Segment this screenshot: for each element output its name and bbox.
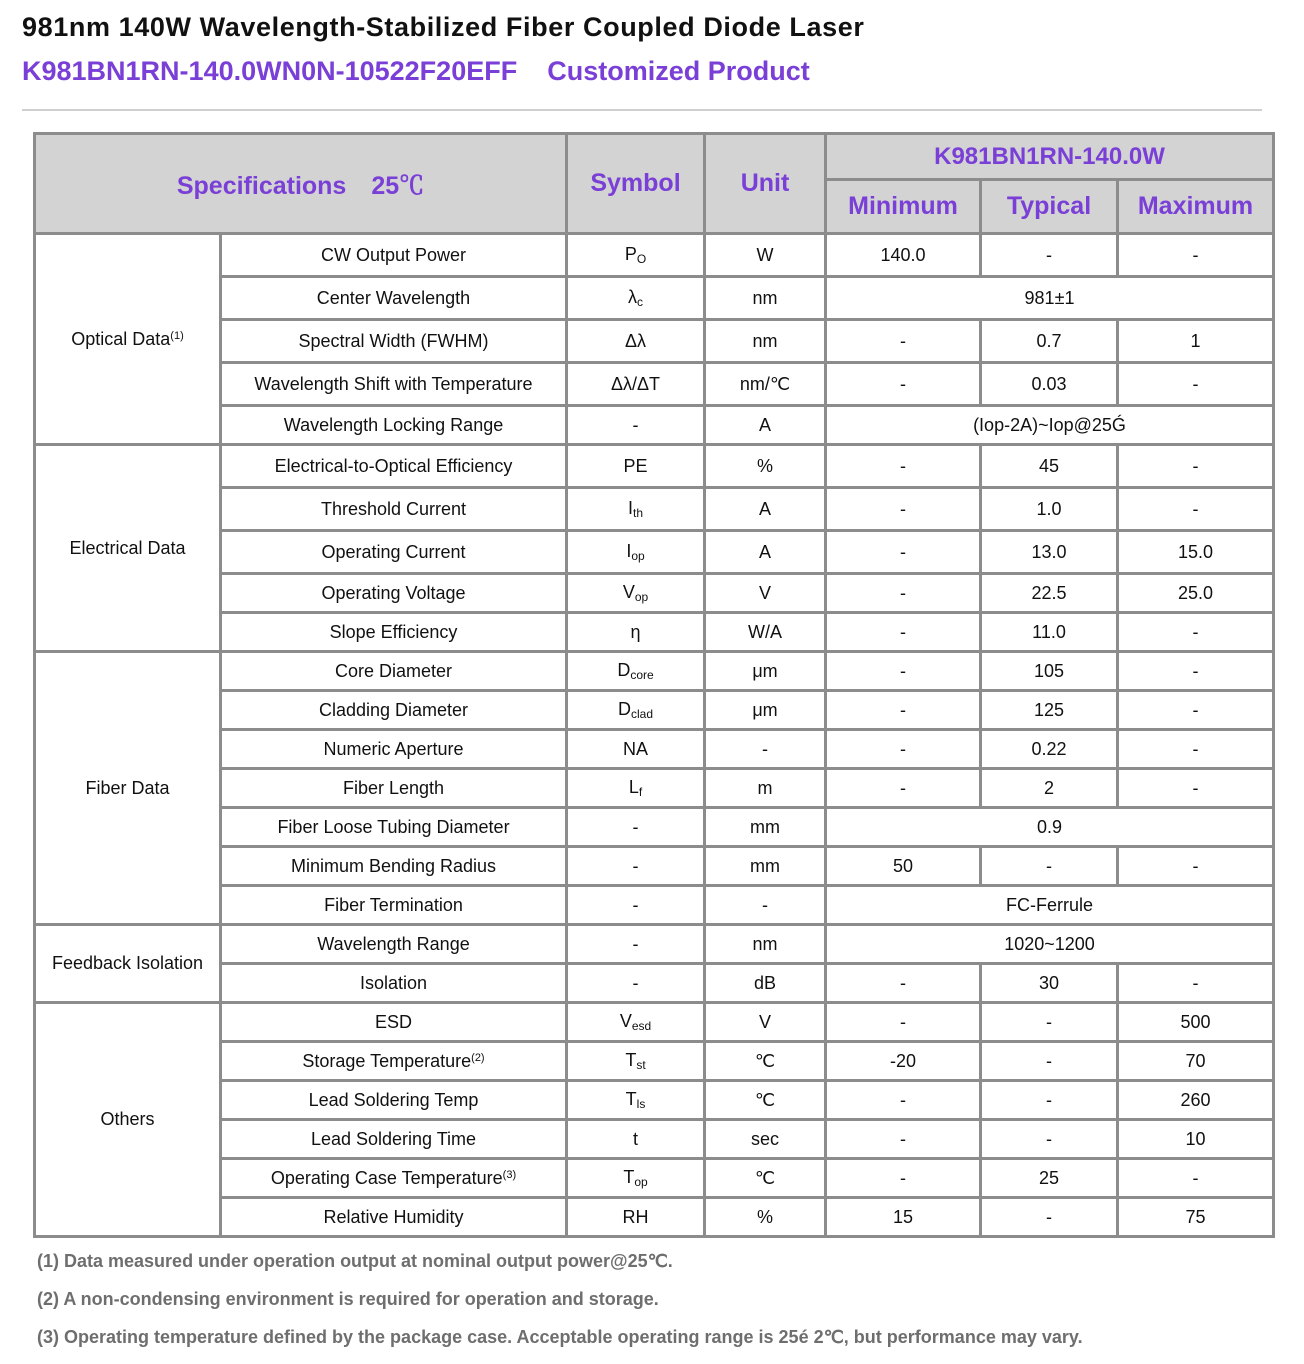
unit-cell: % bbox=[705, 1198, 826, 1237]
typical-cell: - bbox=[981, 847, 1118, 886]
symbol-subscript: f bbox=[638, 785, 643, 799]
unit-cell: dB bbox=[705, 964, 826, 1003]
group-footnote-ref: (1) bbox=[170, 329, 184, 342]
parameter-text: Threshold Current bbox=[320, 498, 467, 519]
symbol-cell bbox=[567, 769, 705, 808]
symbol-subscript: O bbox=[636, 252, 647, 266]
table-row bbox=[35, 445, 1274, 488]
typical-cell: 0.7 bbox=[981, 320, 1118, 363]
parameter-text: Numeric Aperture bbox=[323, 738, 464, 759]
minimum-cell: - bbox=[826, 613, 981, 652]
table-row bbox=[35, 769, 1274, 808]
unit-cell: nm bbox=[705, 925, 826, 964]
symbol-cell bbox=[567, 652, 705, 691]
typical-header: Typical bbox=[981, 180, 1118, 234]
unit-cell: % bbox=[705, 445, 826, 488]
value-span-cell: 981±1 bbox=[826, 277, 1274, 320]
parameter-name bbox=[221, 1003, 567, 1042]
specifications-table bbox=[33, 132, 1275, 1238]
parameter-text: Fiber Length bbox=[342, 777, 445, 798]
typical-cell: 11.0 bbox=[981, 613, 1118, 652]
minimum-cell: -20 bbox=[826, 1042, 981, 1081]
maximum-cell: 15.0 bbox=[1118, 531, 1274, 574]
table-row bbox=[35, 652, 1274, 691]
maximum-cell: - bbox=[1118, 847, 1274, 886]
typical-cell: 1.0 bbox=[981, 488, 1118, 531]
minimum-cell: 140.0 bbox=[826, 234, 981, 277]
parameter-text: Operating Current bbox=[321, 541, 466, 562]
minimum-cell: - bbox=[826, 1120, 981, 1159]
unit-cell: - bbox=[705, 886, 826, 925]
value-span-cell: 1020~1200 bbox=[826, 925, 1274, 964]
table-row bbox=[35, 1042, 1274, 1081]
table-row bbox=[35, 808, 1274, 847]
symbol-text: - bbox=[632, 816, 639, 837]
table-row bbox=[35, 234, 1274, 277]
unit-header: Unit bbox=[705, 134, 826, 234]
typical-cell: 25 bbox=[981, 1159, 1118, 1198]
symbol-cell bbox=[567, 613, 705, 652]
symbol-text: - bbox=[632, 855, 639, 876]
typical-cell: 22.5 bbox=[981, 574, 1118, 613]
symbol-cell bbox=[567, 445, 705, 488]
parameter-text: Lead Soldering Time bbox=[310, 1128, 477, 1149]
parameter-name bbox=[221, 691, 567, 730]
typical-cell: - bbox=[981, 1198, 1118, 1237]
unit-cell: nm bbox=[705, 277, 826, 320]
unit-cell: nm bbox=[705, 320, 826, 363]
symbol-cell bbox=[567, 925, 705, 964]
symbol-text: - bbox=[632, 972, 639, 993]
symbol-text: λ bbox=[628, 287, 637, 307]
symbol-cell bbox=[567, 488, 705, 531]
symbol-subscript: op bbox=[634, 1175, 648, 1189]
unit-cell: W bbox=[705, 234, 826, 277]
table-row bbox=[35, 847, 1274, 886]
unit-cell: nm/℃ bbox=[705, 363, 826, 406]
minimum-cell: - bbox=[826, 730, 981, 769]
parameter-text: CW Output Power bbox=[320, 244, 467, 265]
table-row bbox=[35, 488, 1274, 531]
symbol-cell bbox=[567, 531, 705, 574]
parameter-text: Electrical-to-Optical Efficiency bbox=[274, 455, 513, 476]
group-label bbox=[35, 445, 221, 652]
typical-cell: 0.22 bbox=[981, 730, 1118, 769]
table-row bbox=[35, 1159, 1274, 1198]
symbol-subscript: op bbox=[634, 590, 649, 604]
symbol-cell bbox=[567, 320, 705, 363]
symbol-text: D bbox=[617, 699, 631, 719]
minimum-cell: - bbox=[826, 652, 981, 691]
spec-header: Specifications 25℃ bbox=[35, 134, 567, 234]
table-row bbox=[35, 1198, 1274, 1237]
parameter-text: ESD bbox=[374, 1011, 412, 1032]
symbol-text: I bbox=[627, 498, 633, 518]
table-row bbox=[35, 574, 1274, 613]
group-label-text: Optical Data bbox=[71, 328, 171, 349]
table-row bbox=[35, 1120, 1274, 1159]
maximum-cell: - bbox=[1118, 691, 1274, 730]
parameter-text: Minimum Bending Radius bbox=[290, 855, 497, 876]
unit-cell: μm bbox=[705, 691, 826, 730]
parameter-name bbox=[221, 277, 567, 320]
maximum-cell: - bbox=[1118, 234, 1274, 277]
parameter-text: Wavelength Shift with Temperature bbox=[254, 373, 533, 394]
parameter-text: Operating Case Temperature bbox=[270, 1167, 503, 1188]
group-label-text: Fiber Data bbox=[85, 777, 170, 798]
footnote: (2) A non-condensing environment is required for operation and storage. bbox=[37, 1289, 659, 1309]
table-row bbox=[35, 613, 1274, 652]
parameter-name bbox=[221, 769, 567, 808]
symbol-text: L bbox=[628, 777, 639, 797]
page-title: 981nm 140W Wavelength-Stabilized Fiber Coupled Diode Laser bbox=[22, 12, 865, 42]
group-label bbox=[35, 925, 221, 1003]
parameter-text: Slope Efficiency bbox=[329, 621, 458, 642]
symbol-text: t bbox=[632, 1128, 638, 1149]
minimum-cell: - bbox=[826, 531, 981, 574]
parameter-name bbox=[221, 1198, 567, 1237]
parameter-text: Isolation bbox=[359, 972, 428, 993]
typical-cell: 0.03 bbox=[981, 363, 1118, 406]
parameter-name bbox=[221, 925, 567, 964]
symbol-cell bbox=[567, 1159, 705, 1198]
symbol-subscript: ls bbox=[636, 1097, 646, 1111]
table-row bbox=[35, 320, 1274, 363]
footnote: (1) Data measured under operation output at nominal output power@25℃. bbox=[37, 1251, 673, 1271]
unit-cell: m bbox=[705, 769, 826, 808]
unit-cell: mm bbox=[705, 847, 826, 886]
parameter-text: Wavelength Range bbox=[317, 933, 470, 954]
symbol-text: I bbox=[626, 541, 632, 561]
symbol-text: PE bbox=[623, 455, 648, 476]
model-header: K981BN1RN-140.0W bbox=[826, 134, 1274, 180]
typical-cell: 45 bbox=[981, 445, 1118, 488]
parameter-name bbox=[221, 886, 567, 925]
symbol-cell bbox=[567, 277, 705, 320]
maximum-cell: - bbox=[1118, 769, 1274, 808]
parameter-name bbox=[221, 234, 567, 277]
minimum-cell: - bbox=[826, 964, 981, 1003]
unit-cell: ℃ bbox=[705, 1042, 826, 1081]
symbol-subscript: th bbox=[633, 506, 644, 520]
value-span-cell: 0.9 bbox=[826, 808, 1274, 847]
table-row bbox=[35, 363, 1274, 406]
parameter-name bbox=[221, 488, 567, 531]
symbol-text: V bbox=[619, 1011, 632, 1031]
parameter-name bbox=[221, 730, 567, 769]
table-row bbox=[35, 691, 1274, 730]
table-row bbox=[35, 886, 1274, 925]
parameter-text: Lead Soldering Temp bbox=[308, 1089, 479, 1110]
parameter-name bbox=[221, 1042, 567, 1081]
maximum-cell: - bbox=[1118, 488, 1274, 531]
value-span-cell: (Iop-2A)~Iop@25Ǵ bbox=[826, 406, 1274, 445]
symbol-text: Δλ bbox=[624, 330, 647, 351]
group-label-text: Feedback Isolation bbox=[51, 953, 204, 973]
maximum-cell: 75 bbox=[1118, 1198, 1274, 1237]
maximum-cell: - bbox=[1118, 445, 1274, 488]
symbol-cell bbox=[567, 964, 705, 1003]
minimum-cell: - bbox=[826, 691, 981, 730]
typical-cell: - bbox=[981, 1081, 1118, 1120]
maximum-cell: 70 bbox=[1118, 1042, 1274, 1081]
symbol-subscript: core bbox=[630, 668, 654, 682]
footnote: (3) Operating temperature defined by the package case. Acceptable operating range is 25é 2℃, but performance may vary. bbox=[37, 1327, 1083, 1347]
symbol-cell bbox=[567, 1003, 705, 1042]
table-row bbox=[35, 531, 1274, 574]
symbol-text: V bbox=[622, 582, 635, 602]
unit-cell: - bbox=[705, 730, 826, 769]
typical-cell: 30 bbox=[981, 964, 1118, 1003]
title-divider bbox=[22, 109, 1262, 111]
parameter-name bbox=[221, 847, 567, 886]
table-row bbox=[35, 1081, 1274, 1120]
unit-cell: A bbox=[705, 406, 826, 445]
parameter-text: Relative Humidity bbox=[323, 1206, 464, 1227]
minimum-cell: - bbox=[826, 1159, 981, 1198]
maximum-cell: 25.0 bbox=[1118, 574, 1274, 613]
unit-cell: V bbox=[705, 1003, 826, 1042]
symbol-cell bbox=[567, 1081, 705, 1120]
parameter-name bbox=[221, 808, 567, 847]
symbol-cell bbox=[567, 886, 705, 925]
table-row bbox=[35, 730, 1274, 769]
symbol-cell bbox=[567, 406, 705, 445]
unit-cell: A bbox=[705, 531, 826, 574]
symbol-text: - bbox=[632, 414, 639, 435]
value-span-cell: FC-Ferrule bbox=[826, 886, 1274, 925]
parameter-text: Fiber Loose Tubing Diameter bbox=[277, 816, 510, 837]
table-row bbox=[35, 406, 1274, 445]
typical-cell: - bbox=[981, 1042, 1118, 1081]
symbol-cell bbox=[567, 691, 705, 730]
parameter-text: Storage Temperature bbox=[302, 1050, 472, 1071]
table-row bbox=[35, 964, 1274, 1003]
symbol-subscript: clad bbox=[630, 707, 653, 721]
table-row bbox=[35, 277, 1274, 320]
minimum-cell: - bbox=[826, 1003, 981, 1042]
minimum-cell: - bbox=[826, 769, 981, 808]
typical-cell: - bbox=[981, 1003, 1118, 1042]
symbol-text: D bbox=[617, 660, 631, 680]
typical-cell: 13.0 bbox=[981, 531, 1118, 574]
parameter-name bbox=[221, 1159, 567, 1198]
symbol-cell bbox=[567, 808, 705, 847]
symbol-header: Symbol bbox=[567, 134, 705, 234]
symbol-cell bbox=[567, 574, 705, 613]
symbol-text: - bbox=[632, 894, 639, 915]
maximum-cell: - bbox=[1118, 652, 1274, 691]
typical-cell: 125 bbox=[981, 691, 1118, 730]
parameter-text: Fiber Termination bbox=[324, 894, 463, 915]
symbol-text: η bbox=[630, 621, 641, 642]
group-label bbox=[35, 1003, 221, 1237]
table-row bbox=[35, 925, 1274, 964]
symbol-cell bbox=[567, 363, 705, 406]
maximum-cell: 10 bbox=[1118, 1120, 1274, 1159]
group-label bbox=[35, 234, 221, 445]
typical-cell: - bbox=[981, 234, 1118, 277]
symbol-text: T bbox=[625, 1050, 637, 1070]
parameter-name bbox=[221, 406, 567, 445]
symbol-cell bbox=[567, 730, 705, 769]
parameter-name bbox=[221, 613, 567, 652]
parameter-text: Wavelength Locking Range bbox=[283, 414, 504, 435]
footnotes bbox=[37, 1250, 1083, 1364]
typical-cell: - bbox=[981, 1120, 1118, 1159]
minimum-cell: - bbox=[826, 445, 981, 488]
unit-cell: μm bbox=[705, 652, 826, 691]
symbol-text: - bbox=[632, 933, 639, 954]
symbol-cell bbox=[567, 1198, 705, 1237]
part-number: K981BN1RN-140.0WN0N-10522F20EFF bbox=[22, 56, 518, 86]
parameter-name bbox=[221, 652, 567, 691]
symbol-text: NA bbox=[622, 738, 648, 759]
footnote-ref: (2) bbox=[471, 1051, 485, 1064]
maximum-cell: - bbox=[1118, 363, 1274, 406]
symbol-text: T bbox=[623, 1167, 635, 1187]
group-label-text: Others bbox=[100, 1109, 155, 1129]
minimum-header: Minimum bbox=[826, 180, 981, 234]
parameter-name bbox=[221, 574, 567, 613]
unit-cell: V bbox=[705, 574, 826, 613]
typical-cell: 105 bbox=[981, 652, 1118, 691]
minimum-cell: 15 bbox=[826, 1198, 981, 1237]
symbol-subscript: st bbox=[636, 1058, 646, 1072]
symbol-text: T bbox=[625, 1089, 637, 1109]
parameter-text: Core Diameter bbox=[334, 660, 453, 681]
maximum-cell: - bbox=[1118, 1159, 1274, 1198]
product-type: Customized Product bbox=[547, 56, 810, 86]
unit-cell: ℃ bbox=[705, 1081, 826, 1120]
minimum-cell: 50 bbox=[826, 847, 981, 886]
symbol-subscript: c bbox=[637, 295, 643, 309]
group-label-text: Electrical Data bbox=[69, 537, 186, 558]
unit-cell: ℃ bbox=[705, 1159, 826, 1198]
parameter-name bbox=[221, 363, 567, 406]
maximum-cell: 260 bbox=[1118, 1081, 1274, 1120]
symbol-cell bbox=[567, 1042, 705, 1081]
unit-cell: sec bbox=[705, 1120, 826, 1159]
minimum-cell: - bbox=[826, 363, 981, 406]
symbol-text: Δλ/ΔT bbox=[610, 373, 661, 394]
symbol-subscript: op bbox=[631, 549, 645, 563]
parameter-name bbox=[221, 531, 567, 574]
maximum-cell: - bbox=[1118, 613, 1274, 652]
symbol-text: P bbox=[624, 244, 637, 264]
maximum-header: Maximum bbox=[1118, 180, 1274, 234]
symbol-text: RH bbox=[622, 1206, 649, 1227]
minimum-cell: - bbox=[826, 320, 981, 363]
maximum-cell: 1 bbox=[1118, 320, 1274, 363]
parameter-text: Cladding Diameter bbox=[318, 699, 469, 720]
minimum-cell: - bbox=[826, 574, 981, 613]
maximum-cell: - bbox=[1118, 730, 1274, 769]
parameter-text: Center Wavelength bbox=[316, 287, 471, 308]
parameter-name bbox=[221, 1081, 567, 1120]
maximum-cell: - bbox=[1118, 964, 1274, 1003]
symbol-cell bbox=[567, 1120, 705, 1159]
unit-cell: mm bbox=[705, 808, 826, 847]
typical-cell: 2 bbox=[981, 769, 1118, 808]
symbol-cell bbox=[567, 847, 705, 886]
parameter-text: Operating Voltage bbox=[321, 582, 466, 603]
parameter-name bbox=[221, 320, 567, 363]
unit-cell: A bbox=[705, 488, 826, 531]
product-subtitle bbox=[22, 56, 810, 87]
table-row bbox=[35, 1003, 1274, 1042]
unit-cell: W/A bbox=[705, 613, 826, 652]
footnote-ref: (3) bbox=[502, 1168, 517, 1181]
group-label bbox=[35, 652, 221, 925]
parameter-name bbox=[221, 445, 567, 488]
symbol-cell bbox=[567, 234, 705, 277]
maximum-cell: 500 bbox=[1118, 1003, 1274, 1042]
minimum-cell: - bbox=[826, 488, 981, 531]
minimum-cell: - bbox=[826, 1081, 981, 1120]
parameter-text: Spectral Width (FWHM) bbox=[298, 330, 489, 351]
symbol-subscript: esd bbox=[631, 1019, 652, 1033]
parameter-name bbox=[221, 1120, 567, 1159]
parameter-name bbox=[221, 964, 567, 1003]
